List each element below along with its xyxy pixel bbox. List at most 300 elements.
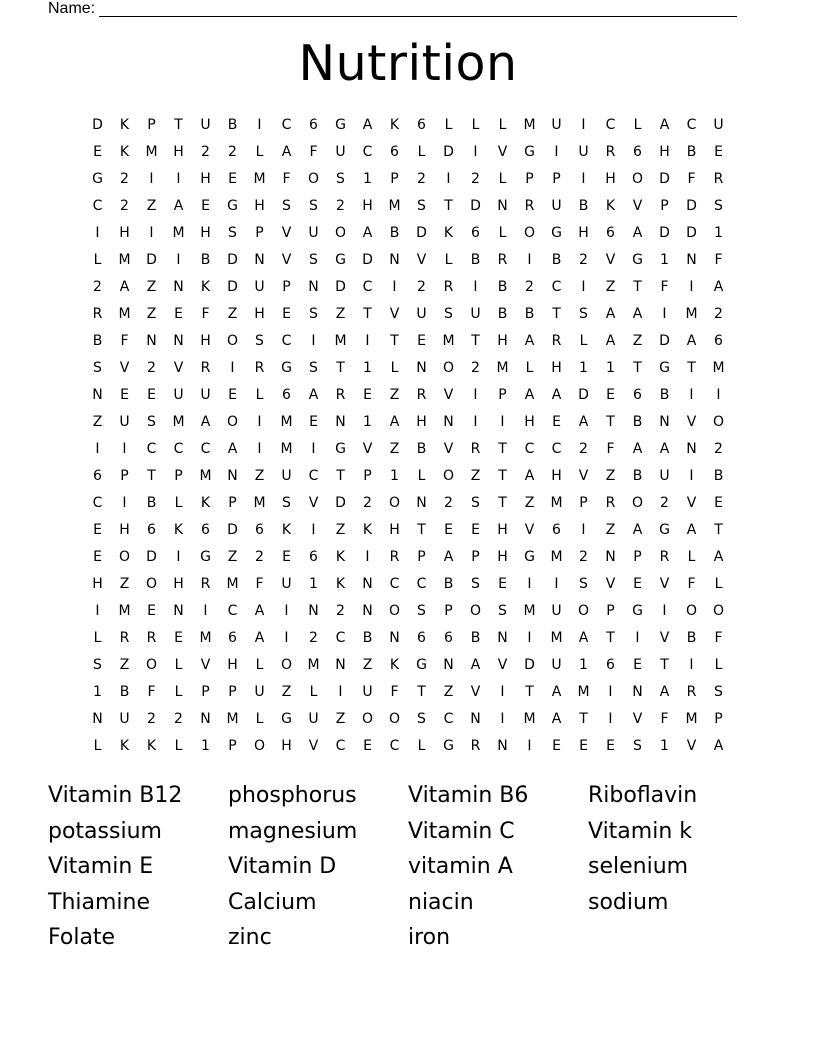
grid-letter: C (200, 441, 211, 457)
grid-letter: N (173, 279, 184, 295)
grid-letter: C (335, 738, 346, 754)
grid-letter: S (579, 576, 588, 592)
grid-letter: I (689, 387, 694, 403)
word-list-item: vitamin A (408, 854, 513, 879)
grid-letter: E (228, 171, 237, 187)
word-list-item: selenium (588, 854, 689, 879)
grid-letter: K (605, 198, 616, 214)
grid-letter: L (174, 657, 183, 673)
grid-letter: H (254, 198, 265, 214)
grid-letter: B (389, 225, 400, 241)
grid-letter: I (176, 252, 181, 268)
grid-letter: 2 (525, 279, 534, 295)
grid-letter: N (686, 252, 697, 268)
grid-letter: U (254, 684, 265, 700)
grid-letter: O (145, 576, 158, 592)
grid-letter: G (335, 441, 346, 457)
grid-letter: N (173, 603, 184, 619)
grid-letter: A (308, 387, 319, 403)
grid-letter: D (686, 225, 697, 241)
grid-letter: R (254, 360, 265, 376)
grid-letter: A (524, 387, 535, 403)
grid-letter: L (93, 738, 102, 754)
grid-letter: C (362, 144, 373, 160)
grid-letter: A (659, 441, 670, 457)
grid-letter: O (307, 171, 320, 187)
grid-letter: G (443, 738, 454, 754)
grid-letter: S (633, 738, 642, 754)
grid-letter: I (527, 630, 532, 646)
grid-letter: F (606, 441, 615, 457)
grid-letter: I (500, 684, 505, 700)
grid-letter: R (713, 171, 724, 187)
grid-letter: S (93, 657, 102, 673)
word-list-item: Vitamin B6 (408, 783, 529, 808)
grid-letter: P (606, 603, 615, 619)
grid-letter: C (281, 333, 292, 349)
grid-letter: B (227, 117, 238, 133)
grid-letter: 6 (552, 522, 561, 538)
grid-letter: P (417, 549, 426, 565)
grid-letter: I (149, 171, 154, 187)
grid-letter: N (497, 198, 508, 214)
grid-letter: M (118, 306, 131, 322)
grid-letter: C (146, 441, 157, 457)
grid-letter: I (230, 360, 235, 376)
grid-letter: M (523, 711, 536, 727)
grid-letter: D (443, 144, 454, 160)
grid-letter: D (227, 252, 238, 268)
grid-letter: R (470, 738, 481, 754)
grid-letter: S (714, 198, 723, 214)
grid-letter: M (577, 684, 590, 700)
grid-letter: M (307, 657, 320, 673)
grid-letter: P (552, 171, 561, 187)
grid-letter: N (497, 738, 508, 754)
grid-letter: A (281, 144, 292, 160)
grid-letter: I (95, 603, 100, 619)
grid-letter: U (551, 603, 562, 619)
grid-letter: O (253, 738, 266, 754)
grid-letter: F (282, 171, 291, 187)
grid-letter: L (174, 684, 183, 700)
grid-letter: K (146, 738, 157, 754)
grid-letter: M (253, 495, 266, 511)
grid-letter: A (254, 603, 265, 619)
grid-letter: 2 (255, 549, 264, 565)
grid-letter: B (632, 414, 643, 430)
name-underline (99, 1, 737, 17)
grid-letter: I (473, 144, 478, 160)
grid-letter: N (173, 333, 184, 349)
word-list-item: Folate (48, 925, 116, 950)
grid-letter: Z (524, 495, 535, 511)
grid-letter: Z (119, 657, 130, 673)
grid-letter: K (362, 522, 373, 538)
grid-letter: T (552, 306, 561, 322)
grid-letter: E (147, 387, 156, 403)
grid-letter: N (335, 414, 346, 430)
grid-letter: U (308, 711, 319, 727)
grid-letter: B (497, 279, 508, 295)
grid-letter: P (525, 171, 534, 187)
grid-letter: S (255, 333, 264, 349)
grid-letter: L (255, 657, 264, 673)
grid-letter: M (172, 225, 185, 241)
grid-letter: V (497, 144, 508, 160)
grid-letter: V (659, 630, 670, 646)
grid-letter: M (118, 603, 131, 619)
grid-letter: L (714, 576, 723, 592)
grid-letter: B (686, 630, 697, 646)
grid-letter: Z (335, 522, 346, 538)
grid-letter: 2 (336, 198, 345, 214)
grid-letter: L (417, 468, 426, 484)
grid-letter: 2 (714, 306, 723, 322)
grid-letter: V (659, 576, 670, 592)
grid-letter: M (550, 630, 563, 646)
grid-letter: F (147, 684, 156, 700)
grid-letter: M (226, 576, 239, 592)
grid-letter: H (362, 198, 373, 214)
grid-letter: M (442, 333, 455, 349)
grid-letter: T (390, 333, 399, 349)
grid-letter: F (714, 252, 723, 268)
grid-letter: U (578, 144, 589, 160)
grid-letter: Z (92, 414, 103, 430)
grid-letter: O (388, 495, 401, 511)
grid-letter: T (336, 360, 345, 376)
grid-letter: F (390, 684, 399, 700)
grid-letter: 2 (147, 711, 156, 727)
grid-letter: P (228, 684, 237, 700)
grid-letter: I (446, 171, 451, 187)
grid-letter: O (712, 414, 725, 430)
grid-letter: U (119, 414, 130, 430)
grid-letter: 1 (363, 414, 372, 430)
grid-letter: C (335, 630, 346, 646)
grid-letter: I (689, 657, 694, 673)
grid-letter: E (174, 306, 183, 322)
grid-letter: F (255, 576, 264, 592)
grid-letter: Z (605, 468, 616, 484)
grid-letter: H (173, 576, 184, 592)
grid-letter: I (554, 144, 559, 160)
grid-letter: D (146, 549, 157, 565)
grid-letter: I (311, 333, 316, 349)
word-list-item: Vitamin B12 (48, 783, 183, 808)
grid-letter: F (201, 306, 210, 322)
grid-letter: V (686, 738, 697, 754)
grid-letter: T (417, 522, 426, 538)
grid-letter: G (281, 711, 292, 727)
grid-letter: S (498, 603, 507, 619)
grid-letter: H (551, 468, 562, 484)
grid-letter: 1 (579, 657, 588, 673)
grid-letter: R (389, 549, 400, 565)
grid-letter: E (309, 414, 318, 430)
grid-letter: 6 (417, 117, 426, 133)
grid-letter: L (498, 117, 507, 133)
grid-letter: E (417, 333, 426, 349)
grid-letter: E (498, 576, 507, 592)
grid-letter: I (311, 441, 316, 457)
word-list-item: Calcium (228, 889, 317, 915)
grid-letter: I (500, 711, 505, 727)
grid-letter: E (93, 144, 102, 160)
grid-letter: C (227, 603, 238, 619)
grid-letter: D (227, 279, 238, 295)
grid-letter: K (443, 225, 454, 241)
grid-letter: L (444, 252, 453, 268)
grid-letter: C (362, 279, 373, 295)
grid-letter: O (577, 603, 590, 619)
grid-letter: H (578, 225, 589, 241)
grid-letter: F (687, 576, 696, 592)
grid-letter: G (659, 360, 670, 376)
grid-letter: A (227, 441, 238, 457)
grid-letter: S (93, 360, 102, 376)
grid-letter: M (550, 549, 563, 565)
grid-letter: L (579, 333, 588, 349)
grid-letter: S (282, 198, 291, 214)
grid-letter: N (227, 468, 238, 484)
grid-letter: D (659, 225, 670, 241)
grid-letter: 2 (120, 198, 129, 214)
grid-letter: T (417, 684, 426, 700)
grid-letter: I (662, 603, 667, 619)
grid-letter: I (581, 522, 586, 538)
grid-letter: R (92, 306, 103, 322)
grid-letter: S (417, 603, 426, 619)
grid-letter: 6 (633, 387, 642, 403)
grid-letter: T (714, 522, 723, 538)
grid-letter: D (416, 225, 427, 241)
grid-letter: L (633, 117, 642, 133)
word-list-item: potassium (48, 818, 162, 844)
grid-letter: 6 (93, 468, 102, 484)
grid-letter: 2 (201, 144, 210, 160)
grid-letter: L (309, 684, 318, 700)
grid-letter: R (686, 684, 697, 700)
grid-letter: O (631, 171, 644, 187)
grid-letter: H (524, 414, 535, 430)
grid-letter: M (280, 441, 293, 457)
grid-letter: I (662, 306, 667, 322)
grid-letter: P (201, 684, 210, 700)
grid-letter: I (473, 414, 478, 430)
grid-letter: 1 (579, 360, 588, 376)
grid-letter: T (363, 306, 372, 322)
grid-letter: 6 (282, 387, 291, 403)
grid-letter: S (579, 306, 588, 322)
grid-letter: N (92, 387, 103, 403)
grid-letter: C (443, 711, 454, 727)
grid-letter: S (309, 360, 318, 376)
grid-letter: U (551, 657, 562, 673)
grid-letter: U (254, 279, 265, 295)
grid-letter: Z (605, 522, 616, 538)
grid-letter: C (173, 441, 184, 457)
grid-letter: E (552, 738, 561, 754)
grid-letter: L (525, 360, 534, 376)
grid-letter: V (578, 468, 589, 484)
grid-letter: U (173, 387, 184, 403)
grid-letter: B (713, 468, 724, 484)
grid-letter: 2 (93, 279, 102, 295)
grid-letter: H (200, 171, 211, 187)
grid-letter: S (309, 252, 318, 268)
grid-letter: K (173, 522, 184, 538)
grid-letter: O (442, 468, 455, 484)
grid-letter: A (686, 333, 697, 349)
grid-letter: U (659, 468, 670, 484)
grid-letter: K (281, 522, 292, 538)
grid-letter: K (389, 657, 400, 673)
grid-letter: 6 (309, 117, 318, 133)
grid-letter: 6 (444, 630, 453, 646)
grid-letter: M (118, 252, 131, 268)
grid-letter: O (388, 603, 401, 619)
grid-letter: G (92, 171, 103, 187)
grid-letter: L (471, 117, 480, 133)
grid-letter: V (686, 414, 697, 430)
grid-letter: S (336, 171, 345, 187)
grid-letter: M (550, 495, 563, 511)
grid-letter: H (281, 738, 292, 754)
grid-letter: 1 (660, 252, 669, 268)
grid-letter: T (660, 657, 669, 673)
grid-letter: I (500, 414, 505, 430)
grid-letter: E (282, 306, 291, 322)
grid-letter: U (416, 306, 427, 322)
grid-letter: A (551, 387, 562, 403)
grid-letter: O (631, 495, 644, 511)
grid-letter: C (92, 198, 103, 214)
grid-letter: 6 (606, 657, 615, 673)
grid-letter: V (281, 252, 292, 268)
grid-letter: 1 (606, 360, 615, 376)
grid-letter: B (119, 684, 130, 700)
grid-letter: C (389, 576, 400, 592)
grid-letter: A (362, 225, 373, 241)
grid-letter: U (551, 117, 562, 133)
grid-letter: 2 (714, 441, 723, 457)
grid-letter: R (551, 333, 562, 349)
grid-letter: 6 (309, 549, 318, 565)
grid-letter: G (632, 252, 643, 268)
grid-letter: C (389, 738, 400, 754)
grid-letter: A (713, 549, 724, 565)
grid-letter: I (473, 279, 478, 295)
grid-letter: I (284, 630, 289, 646)
grid-letter: C (524, 441, 535, 457)
grid-letter: A (659, 684, 670, 700)
grid-letter: 6 (606, 225, 615, 241)
grid-letter: E (633, 657, 642, 673)
grid-letter: N (659, 414, 670, 430)
grid-letter: 2 (660, 495, 669, 511)
word-list (48, 778, 768, 956)
grid-letter: U (470, 306, 481, 322)
grid-letter: N (443, 657, 454, 673)
grid-letter: D (227, 522, 238, 538)
grid-letter: A (254, 630, 265, 646)
grid-letter: G (551, 225, 562, 241)
grid-letter: I (527, 738, 532, 754)
grid-letter: I (365, 333, 370, 349)
grid-letter: I (527, 576, 532, 592)
grid-letter: A (119, 279, 130, 295)
grid-letter: S (309, 198, 318, 214)
grid-letter: E (606, 387, 615, 403)
grid-letter: 2 (471, 360, 480, 376)
grid-letter: D (686, 198, 697, 214)
grid-letter: A (578, 414, 589, 430)
grid-letter: 1 (93, 684, 102, 700)
word-list-item: Thiamine (48, 889, 150, 915)
grid-letter: I (149, 225, 154, 241)
grid-letter: C (551, 279, 562, 295)
grid-letter: N (605, 549, 616, 565)
grid-letter: N (416, 360, 427, 376)
grid-letter: G (416, 657, 427, 673)
grid-letter: 2 (579, 441, 588, 457)
grid-letter: D (362, 252, 373, 268)
grid-letter: G (659, 522, 670, 538)
grid-letter: E (363, 387, 372, 403)
grid-letter: I (257, 117, 262, 133)
grid-letter: D (578, 387, 589, 403)
grid-letter: A (632, 522, 643, 538)
grid-letter: C (605, 117, 616, 133)
grid-letter: T (498, 441, 507, 457)
grid-letter: N (362, 576, 373, 592)
grid-letter: A (605, 306, 616, 322)
grid-letter: L (390, 360, 399, 376)
grid-letter: O (280, 657, 293, 673)
grid-letter: N (200, 711, 211, 727)
grid-letter: N (686, 441, 697, 457)
grid-letter: 6 (390, 144, 399, 160)
grid-letter: I (554, 576, 559, 592)
grid-letter: H (200, 333, 211, 349)
grid-letter: O (226, 414, 239, 430)
grid-letter: M (172, 414, 185, 430)
grid-letter: A (551, 684, 562, 700)
grid-letter: I (284, 603, 289, 619)
grid-letter: N (470, 711, 481, 727)
grid-letter: A (659, 117, 670, 133)
grid-letter: M (523, 117, 536, 133)
grid-letter: P (147, 117, 156, 133)
grid-letter: 2 (120, 171, 129, 187)
grid-letter: P (444, 603, 453, 619)
grid-letter: I (176, 171, 181, 187)
grid-letter: T (498, 495, 507, 511)
grid-letter: E (363, 738, 372, 754)
grid-letter: B (362, 630, 373, 646)
grid-letter: T (687, 360, 696, 376)
grid-letter: M (199, 468, 212, 484)
grid-letter: M (685, 711, 698, 727)
grid-letter: T (579, 711, 588, 727)
grid-letter: R (335, 387, 346, 403)
grid-letter: Z (335, 711, 346, 727)
grid-letter: K (119, 144, 130, 160)
grid-letter: L (417, 738, 426, 754)
grid-letter: H (389, 522, 400, 538)
